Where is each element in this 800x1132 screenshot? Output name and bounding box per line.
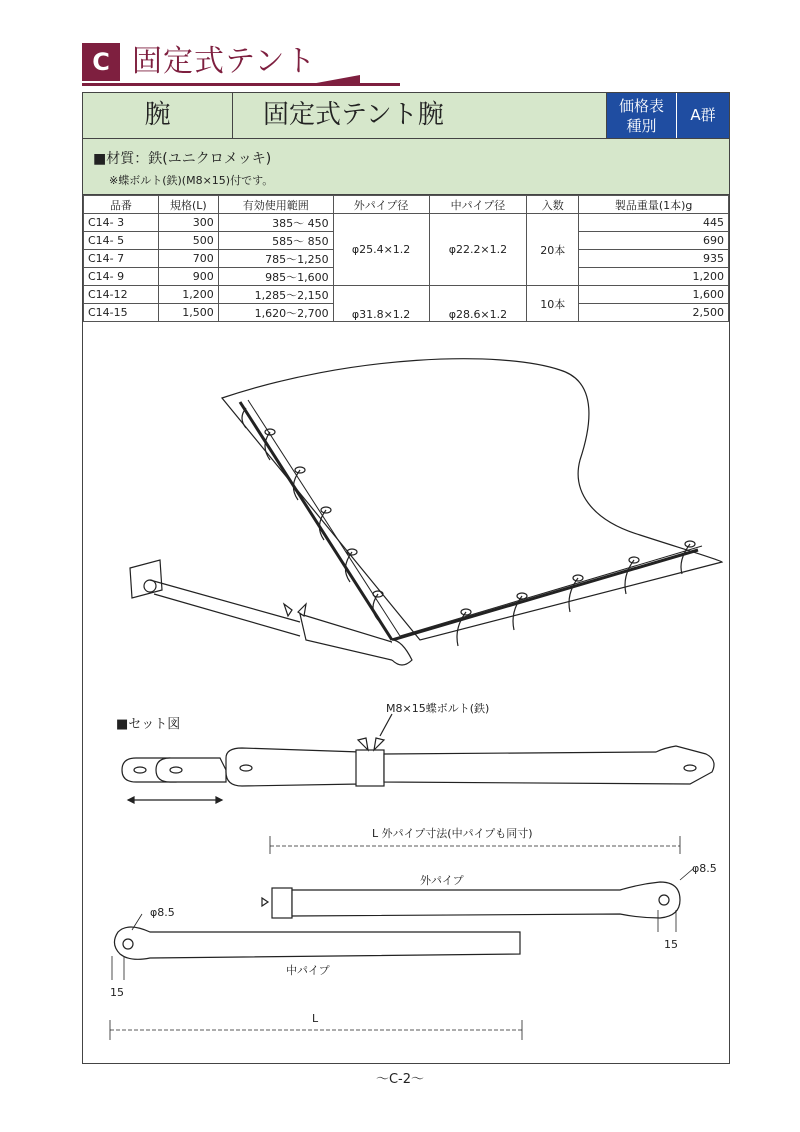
cell-code: C14- 3 [84, 214, 159, 232]
cell-range: 1,285～2,150 [218, 286, 333, 304]
cell-weight: 690 [579, 232, 729, 250]
cell-qty: 10本 [527, 286, 579, 322]
cell-code: C14-12 [84, 286, 159, 304]
cell-weight: 1,600 [579, 286, 729, 304]
section-badge: C [82, 43, 120, 81]
col-header-inner-pipe: 中パイプ径 [429, 196, 527, 214]
bolt-label: M8×15蝶ボルト(鉄) [386, 702, 490, 715]
price-label-line2: 種別 [626, 117, 657, 135]
arm-inner-pipe [150, 580, 300, 622]
cell-weight: 935 [579, 250, 729, 268]
section-title: 固定式テント [132, 44, 317, 79]
cell-spec: 900 [158, 268, 218, 286]
cell-code: C14-15 [84, 304, 159, 322]
dimension-label: L 外パイプ寸法(中パイプも同寸) [372, 827, 533, 840]
inner-edge-dimension: 15 [110, 986, 124, 999]
cell-inner-pipe: φ22.2×1.2 [429, 214, 527, 286]
col-header-spec: 規格(L) [158, 196, 218, 214]
cell-range: 585～ 850 [218, 232, 333, 250]
cell-inner-pipe: φ28.6×1.2 [429, 286, 527, 322]
product-category: 腕 [83, 93, 233, 138]
cell-spec: 300 [158, 214, 218, 232]
price-group-badge: A群 [676, 93, 729, 138]
cell-weight: 2,500 [579, 304, 729, 322]
wall-bracket [130, 560, 162, 598]
col-header-outer-pipe: 外パイプ径 [333, 196, 429, 214]
cell-code: C14- 9 [84, 268, 159, 286]
outer-edge-dimension: 15 [664, 938, 678, 951]
material-line: ■材質：鉄(ユニクロメッキ) [93, 151, 272, 167]
cell-spec: 700 [158, 250, 218, 268]
cell-qty: 20本 [527, 214, 579, 286]
cell-spec: 1,500 [158, 304, 218, 322]
arm-outer-pipe [300, 614, 400, 662]
cell-weight: 445 [579, 214, 729, 232]
product-title: 固定式テント腕 [263, 100, 444, 130]
cell-spec: 500 [158, 232, 218, 250]
set-diagram-label: ■セット図 [116, 717, 181, 732]
col-header-qty: 入数 [527, 196, 579, 214]
cell-range: 785～1,250 [218, 250, 333, 268]
length-dimension: L [312, 1012, 319, 1025]
inner-pipe-label: 中パイプ [286, 964, 330, 977]
page-number: ～C-2～ [375, 1072, 425, 1087]
set-diagram [122, 714, 714, 803]
cell-range: 1,620～2,700 [218, 304, 333, 322]
cell-outer-pipe: φ31.8×1.2 [333, 286, 429, 322]
outer-pipe-drawing [262, 868, 694, 932]
inner-hole-label: φ8.5 [150, 906, 175, 919]
col-header-weight: 製品重量(1本)g [579, 196, 729, 214]
wing-bolt [284, 604, 306, 616]
cell-range: 985～1,600 [218, 268, 333, 286]
cell-range: 385～ 450 [218, 214, 333, 232]
col-header-code: 品番 [84, 196, 159, 214]
material-note: ※蝶ボルト(鉄)(M8×15)付です。 [109, 174, 274, 187]
cell-code: C14- 5 [84, 232, 159, 250]
outer-pipe-label: 外パイプ [420, 874, 464, 887]
cell-spec: 1,200 [158, 286, 218, 304]
cell-code: C14- 7 [84, 250, 159, 268]
price-label-line1: 価格表 [618, 97, 664, 115]
outer-hole-label: φ8.5 [692, 862, 717, 875]
cell-weight: 1,200 [579, 268, 729, 286]
cell-outer-pipe: φ25.4×1.2 [333, 214, 429, 286]
col-header-range: 有効使用範囲 [218, 196, 333, 214]
